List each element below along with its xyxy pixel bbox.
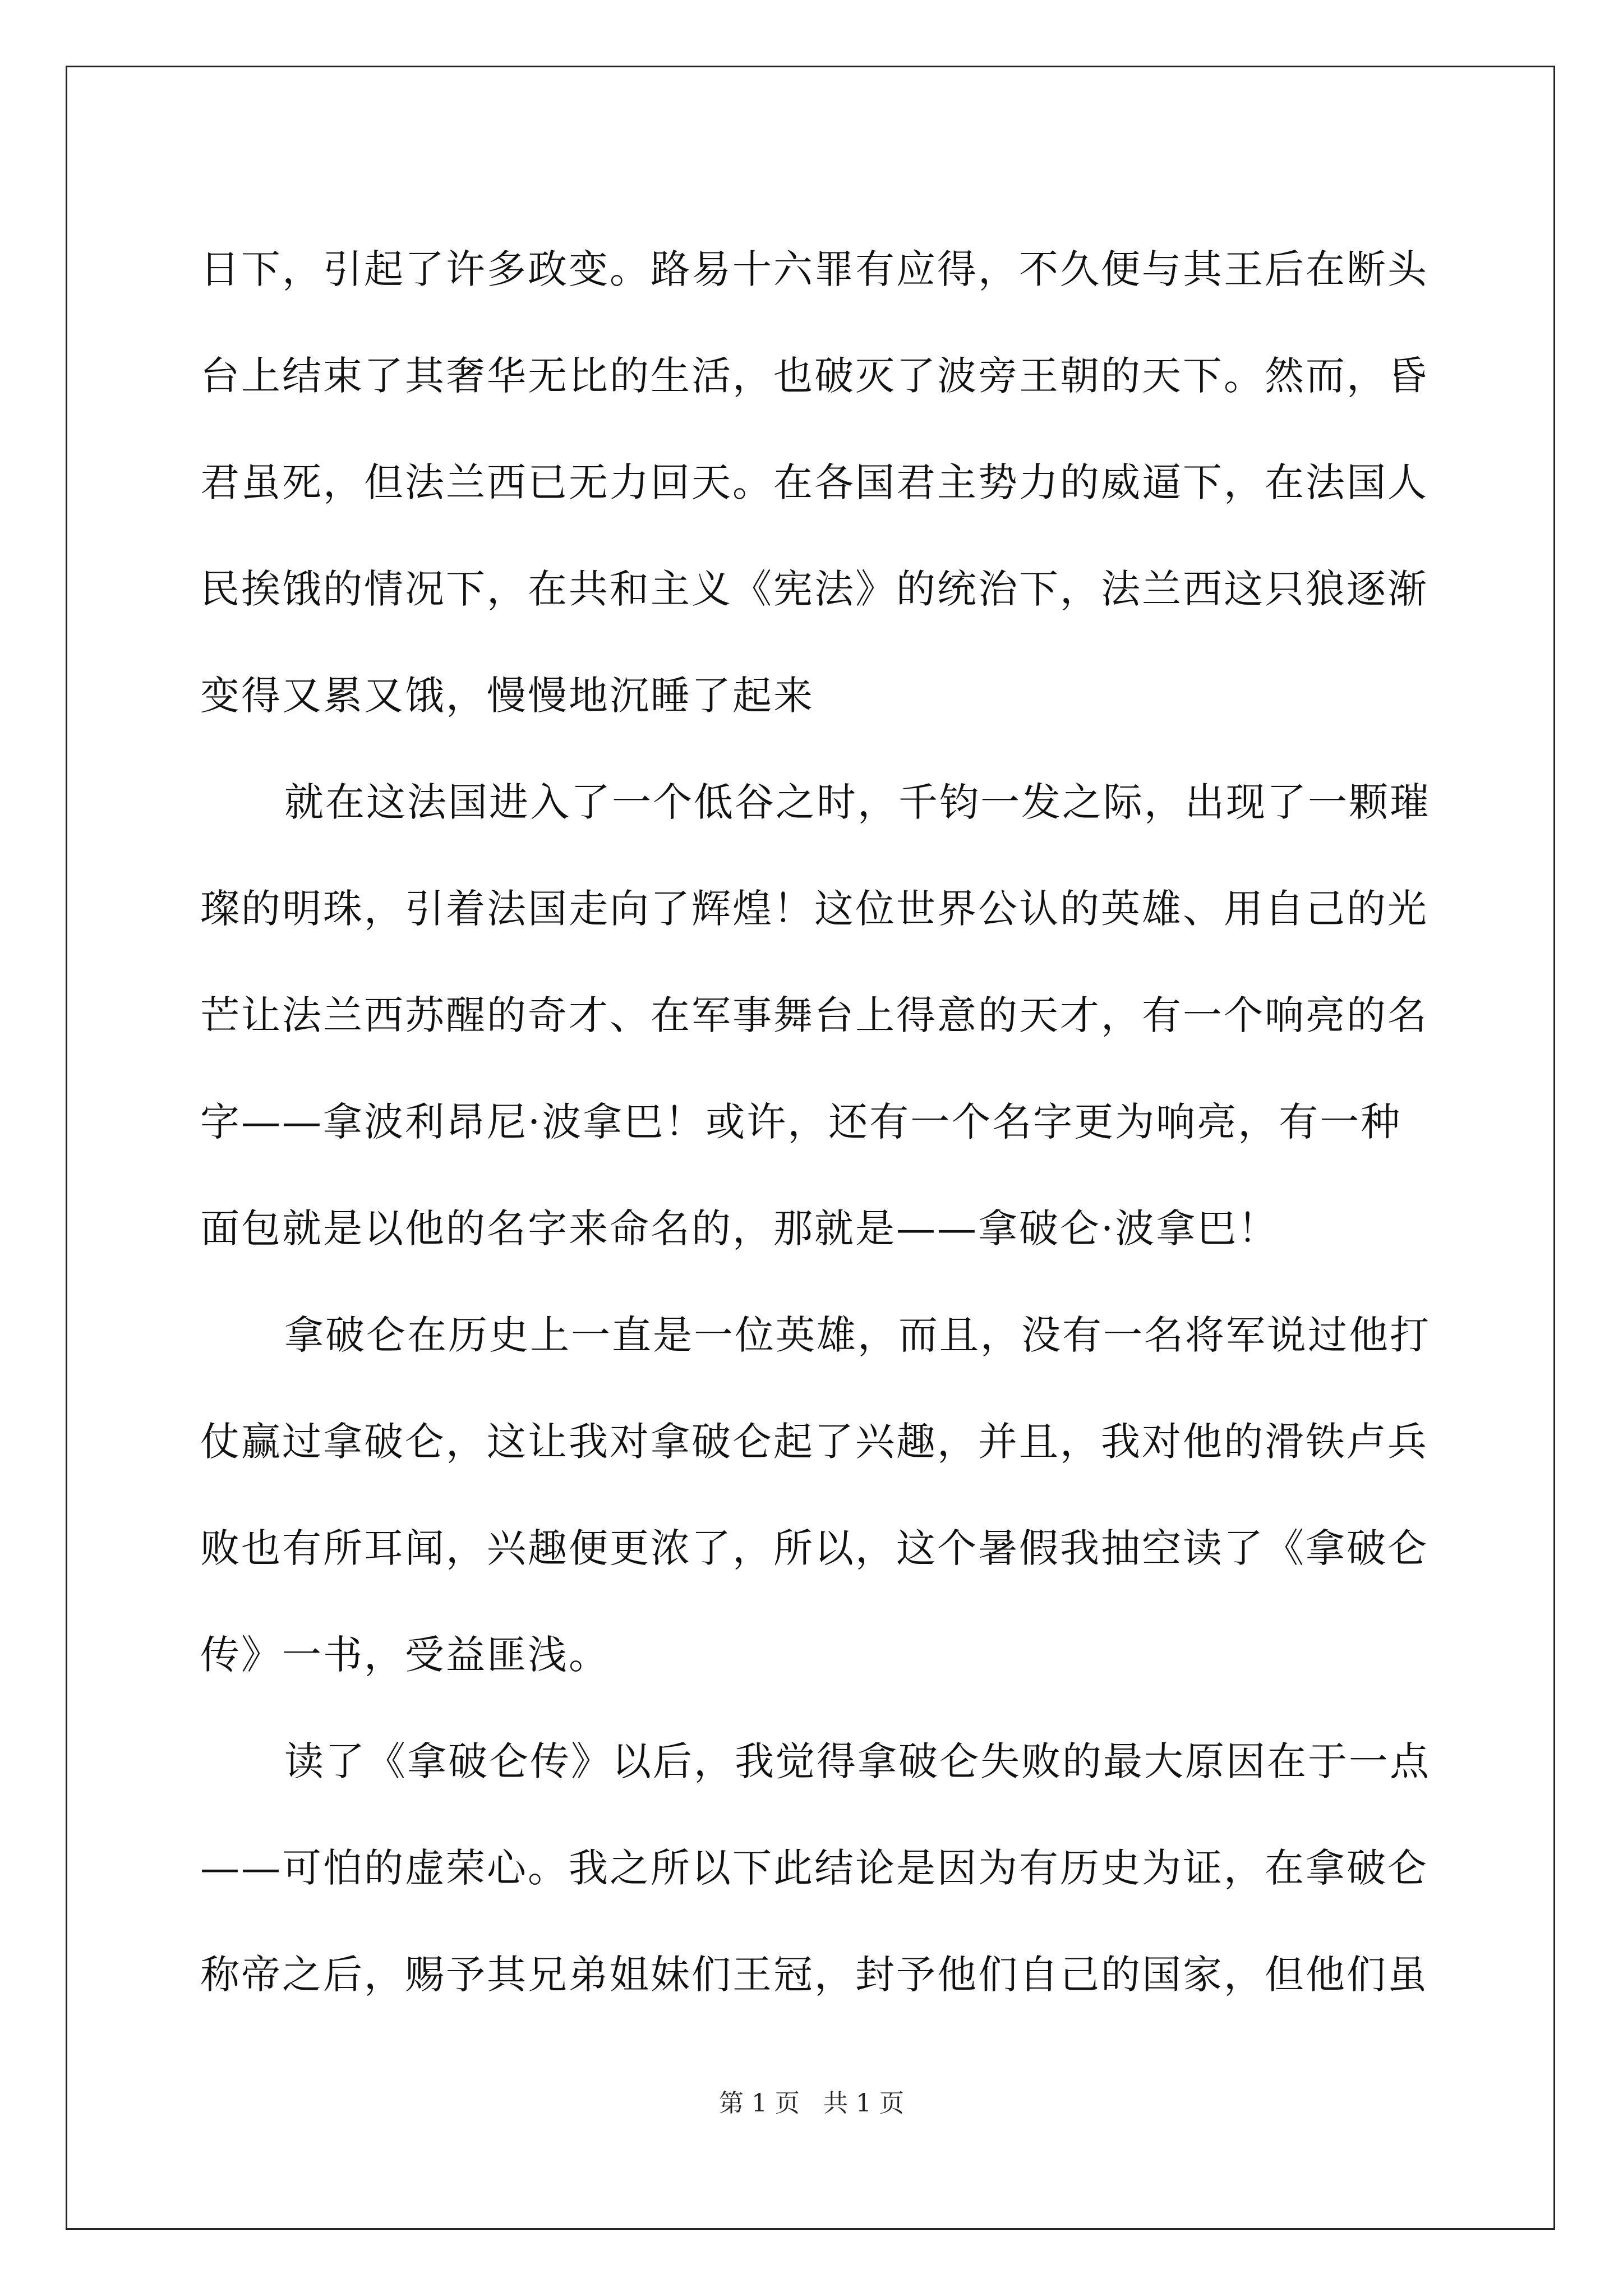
text-line: 败也有所耳闻，兴趣便更浓了，所以，这个暑假我抽空读了《拿破仑 (200, 1525, 1428, 1571)
text-line: 台上结束了其奢华无比的生活，也破灭了波旁王朝的天下。然而，昏 (200, 353, 1428, 399)
text-line: 字——拿波利昂尼·波拿巴！或许，还有一个名字更为响亮，有一种 (200, 1099, 1402, 1145)
text-line: 称帝之后，赐予其兄弟姐妹们王冠，封予他们自己的国家，但他们虽 (200, 1952, 1428, 1998)
text-line: 传》一书，受益匪浅。 (200, 1632, 610, 1678)
text-line: 芒让法兰西苏醒的奇才、在军事舞台上得意的天才，有一个响亮的名 (200, 992, 1428, 1038)
page-footer: 第 1 页 共 1 页 (719, 2089, 904, 2118)
text-line: 仗赢过拿破仑，这让我对拿破仑起了兴趣，并且，我对他的滑铁卢兵 (200, 1419, 1428, 1465)
paragraph-first-line: 拿破仑在历史上一直是一位英雄，而且，没有一名将军说过他打 (284, 1312, 1431, 1358)
paragraph-first-line: 读了《拿破仑传》以后，我觉得拿破仑失败的最大原因在于一点 (284, 1738, 1431, 1784)
text-line: 日下，引起了许多政变。路易十六罪有应得，不久便与其王后在断头 (200, 246, 1428, 292)
paragraph-first-line: 就在这法国进入了一个低谷之时，千钧一发之际，出现了一颗璀 (284, 779, 1431, 825)
text-line: ——可怕的虚荣心。我之所以下此结论是因为有历史为证，在拿破仑 (200, 1845, 1428, 1891)
text-line: 变得又累又饿，慢慢地沉睡了起来 (200, 673, 814, 719)
text-line: 面包就是以他的名字来命名的，那就是——拿破仑·波拿巴！ (200, 1205, 1279, 1251)
text-line: 璨的明珠，引着法国走向了辉煌！这位世界公认的英雄、用自己的光 (200, 886, 1428, 932)
text-line: 君虽死，但法兰西已无力回天。在各国君主势力的威逼下，在法国人 (200, 459, 1428, 505)
document-body (200, 216, 1431, 2028)
text-line: 民挨饿的情况下，在共和主义《宪法》的统治下，法兰西这只狼逐渐 (200, 566, 1428, 612)
